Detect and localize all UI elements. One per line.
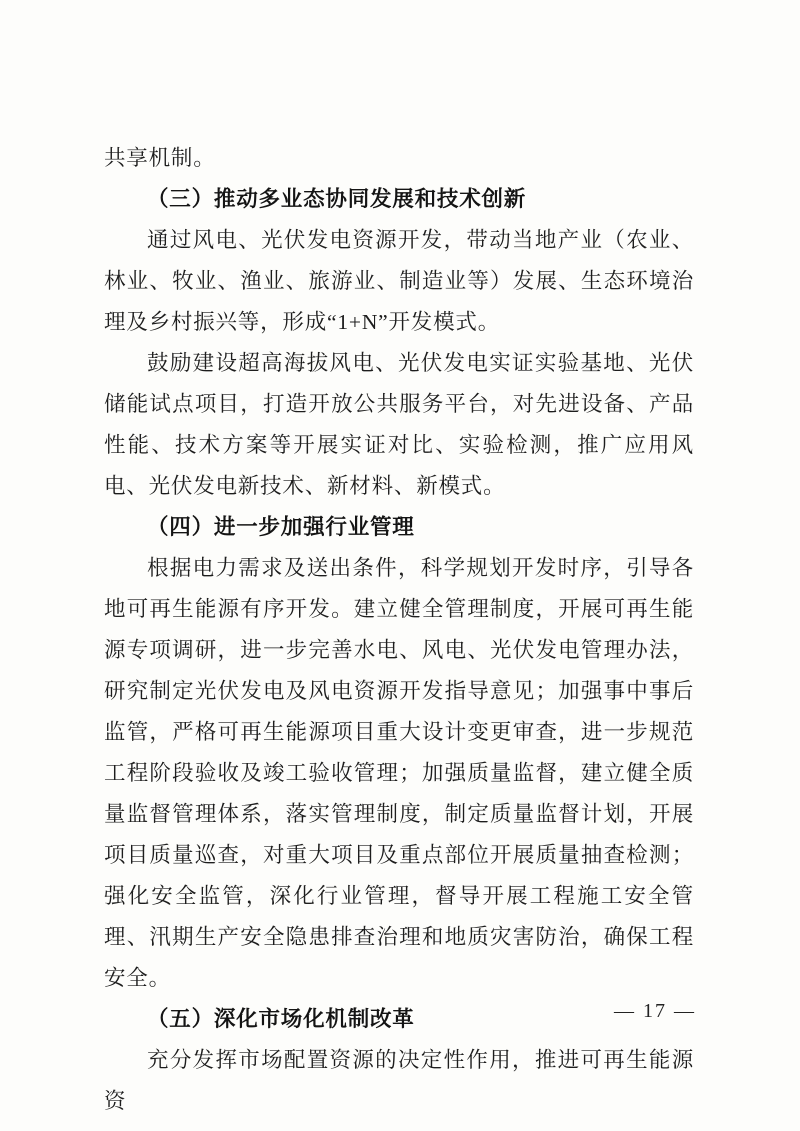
- page-content: [104, 138, 694, 1122]
- paragraph-demonstration-bases: 鼓励建设超高海拔风电、光伏发电实证实验基地、光伏储能试点项目，打造开放公共服务平台，对先进设备、产品性能、技术方案等开展实证对比、实验检测，推广应用风电、光伏发电新技术、新材料、新模式。: [104, 351, 694, 498]
- page-number: — 17 —: [614, 1000, 696, 1022]
- paragraph-continuation: 共享机制。: [104, 146, 216, 170]
- paragraph-market-reform: 充分发挥市场配置资源的决定性作用，推进可再生能源资: [104, 1048, 694, 1113]
- paragraph-industry-development: 通过风电、光伏发电资源开发，带动当地产业（农业、林业、牧业、渔业、旅游业、制造业等）发展、生态环境治理及乡村振兴等，形成“1+N”开发模式。: [104, 228, 694, 334]
- section-heading-five: （五）深化市场化机制改革: [147, 1007, 415, 1032]
- section-heading-three: （三）推动多业态协同发展和技术创新: [147, 187, 527, 212]
- paragraph-industry-management: 根据电力需求及送出条件，科学规划开发时序，引导各地可再生能源有序开发。建立健全管理制度，开展可再生能源专项调研，进一步完善水电、风电、光伏发电管理办法，研究制定光伏发电及风电资源开发指导意见；加强事中事后监管，严格可再生能源项目重大设计变更审查，进一步规范工程阶段验收及竣工验收管理；加强质量监督，建立健全质量监督管理体系，落实管理制度，制定质量监督计划，开展项目质量巡查，对重大项目及重点部位开展质量抽查检测；强化安全监管，深化行业管理，督导开展工程施工安全管理、汛期生产安全隐患排查治理和地质灾害防治，确保工程安全。: [104, 556, 694, 990]
- section-heading-four: （四）进一步加强行业管理: [147, 515, 415, 540]
